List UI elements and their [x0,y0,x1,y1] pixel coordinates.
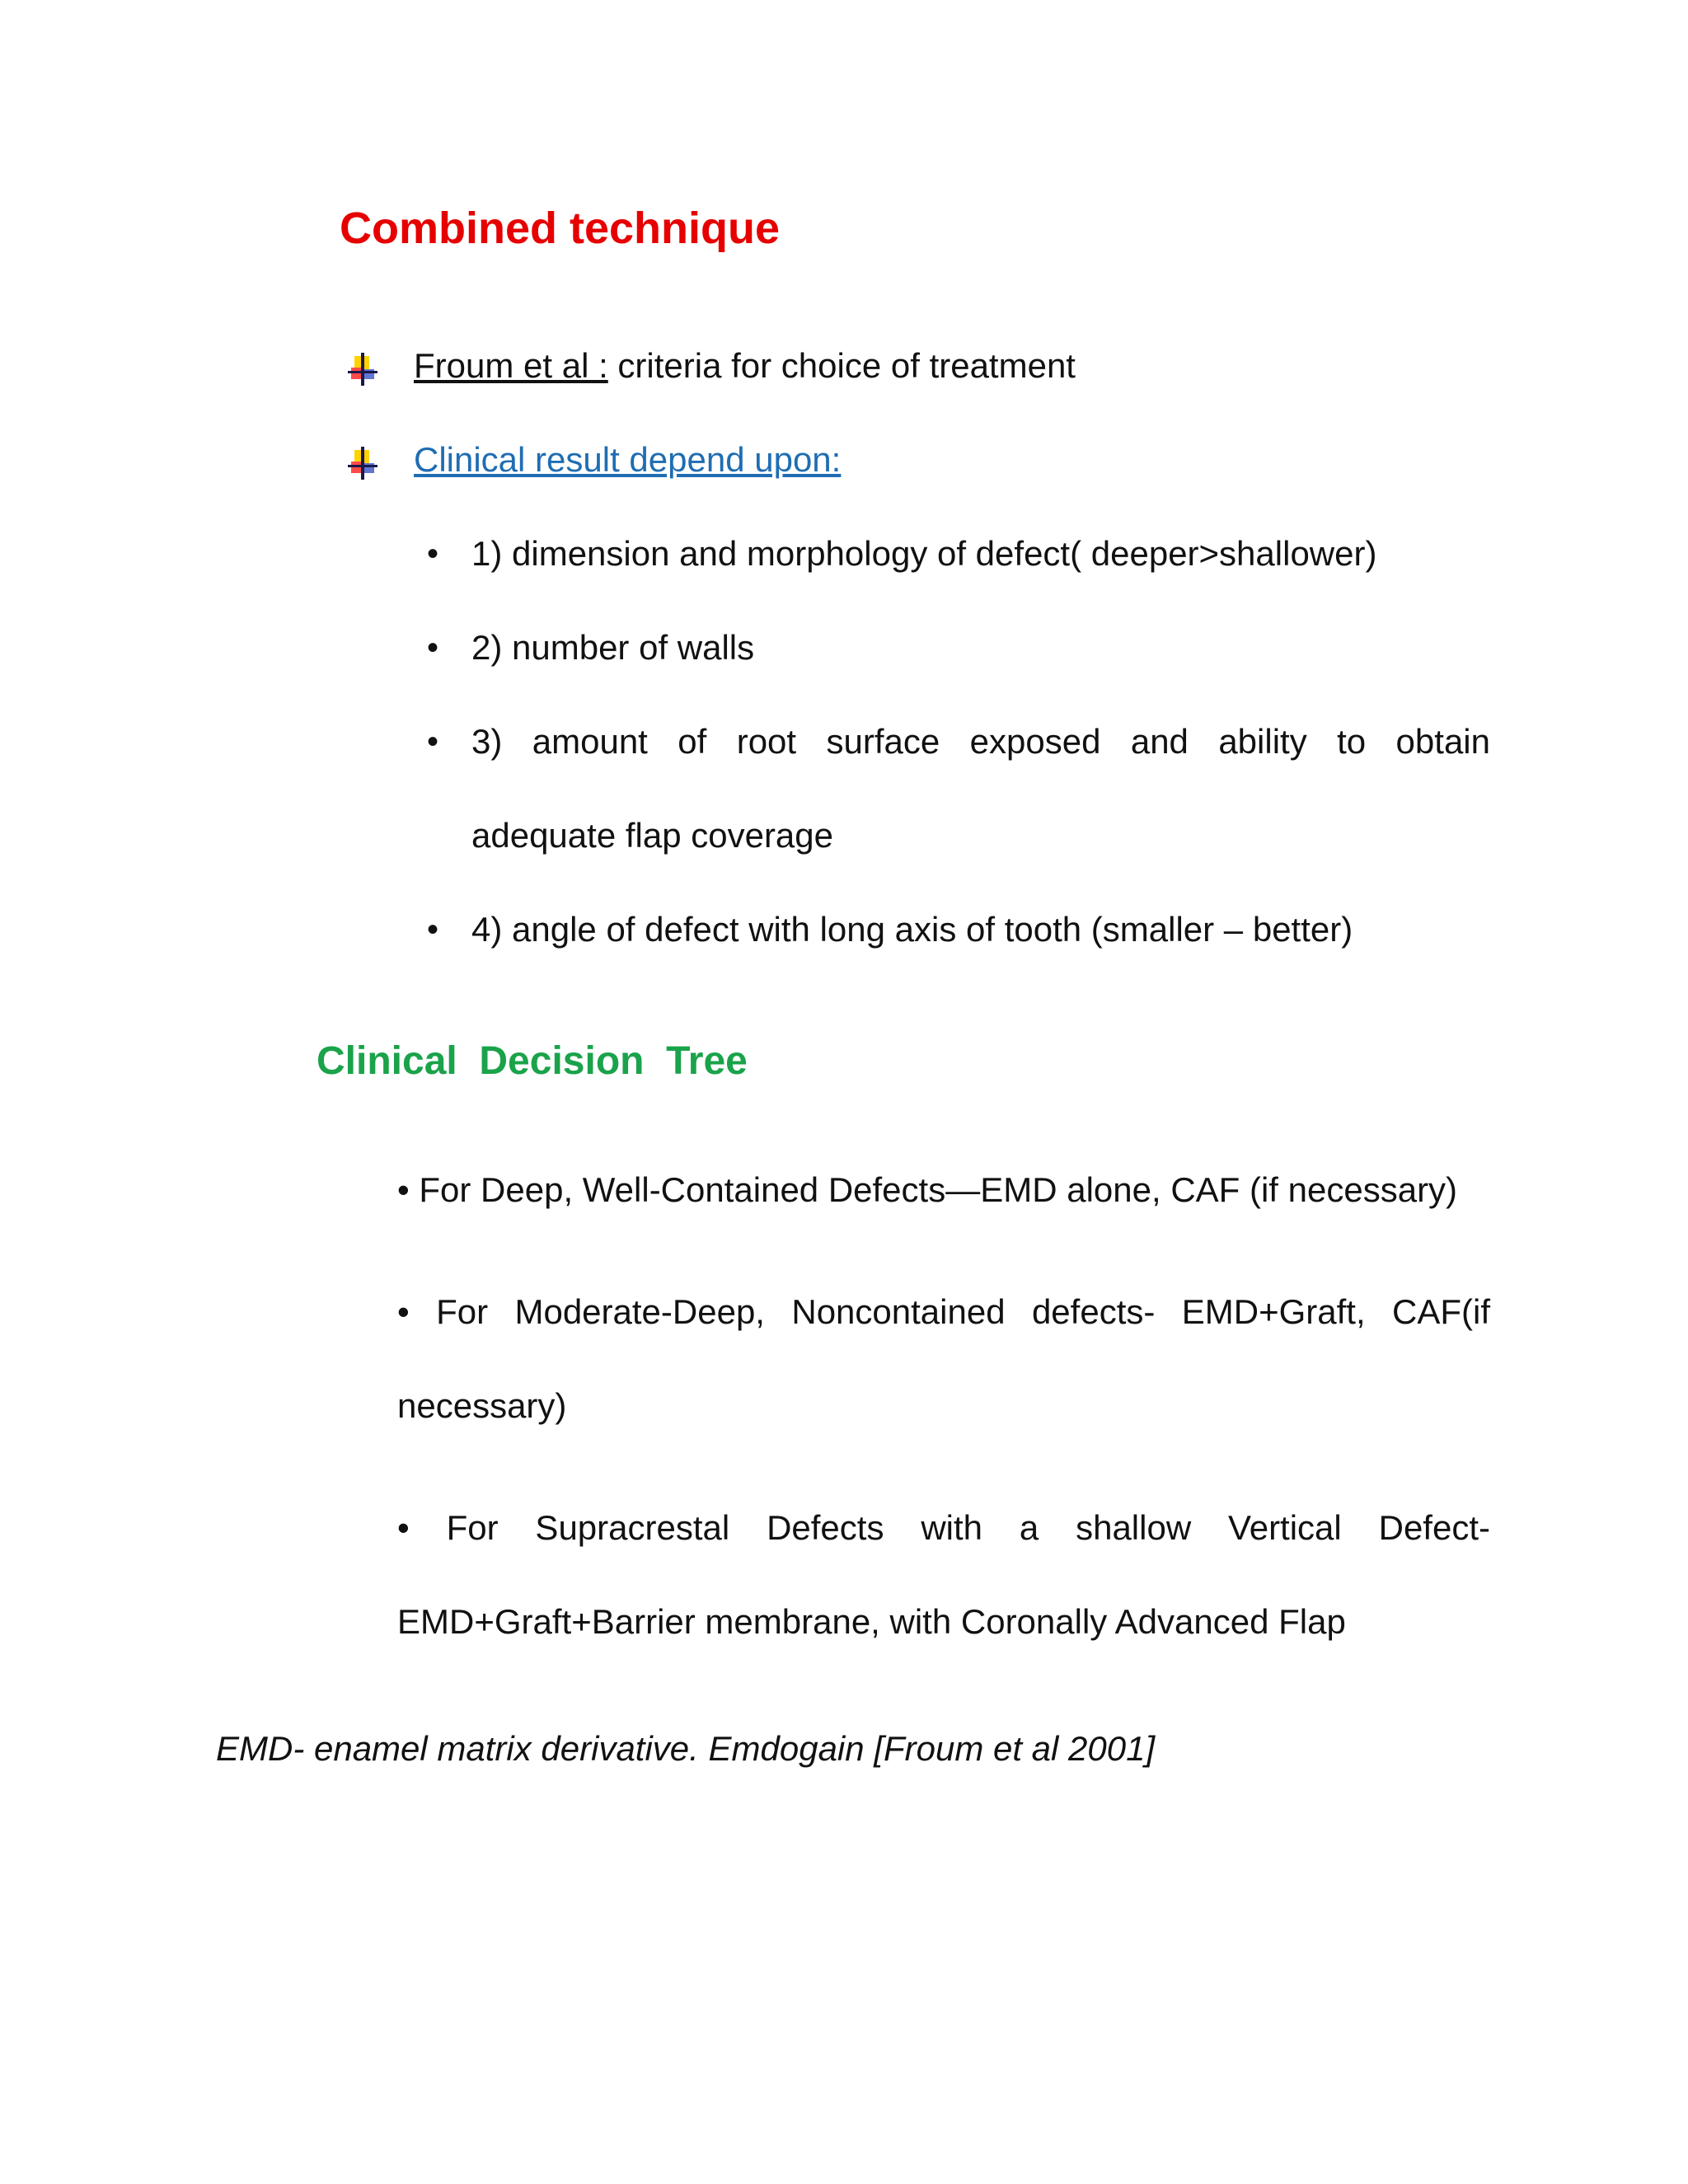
factor-item-2: 2) number of walls [471,628,755,667]
arrow-item-froum [414,346,1076,386]
factor-item-4: 4) angle of defect with long axis of tooth (smaller – better) [471,910,1353,949]
bullet-dot: • [427,724,439,760]
tree-item-supracrestal-line-2: EMD+Graft+Barrier membrane, with Coronally Advanced Flap [397,1602,1346,1641]
cross-arrow-bullet-icon [346,353,379,386]
page-title: Combined technique [340,204,781,253]
bullet-dot: • [427,630,439,666]
clinical-result-link[interactable]: Clinical result depend upon: [414,440,842,479]
froum-criteria-text: criteria for choice of treatment [607,346,1076,385]
bullet-dot: • [427,536,439,572]
tree-item-moderate-line-1: • For Moderate-Deep, Noncontained defects- EMD+Graft, CAF(if [397,1292,1490,1331]
froum-reference: Froum et al : [414,346,608,385]
factor-item-3-line-1: 3) amount of root surface exposed and ability to obtain [471,722,1490,761]
tree-item-supracrestal-line-1: • For Supracrestal Defects with a shallow Vertical Defect- [397,1508,1490,1547]
tree-item-moderate-line-2: necessary) [397,1386,567,1425]
section-title-decision-tree: Clinical Decision Tree [316,1039,748,1083]
factor-item-3-line-2: adequate flap coverage [471,816,834,855]
bullet-dot: • [427,912,439,948]
tree-item-deep: • For Deep, Well-Contained Defects—EMD alone, CAF (if necessary) [397,1170,1458,1209]
cross-arrow-bullet-icon [346,447,379,480]
footnote: EMD- enamel matrix derivative. Emdogain [Froum et al 2001] [216,1729,1156,1768]
factor-item-1: 1) dimension and morphology of defect( deeper>shallower) [471,534,1377,573]
